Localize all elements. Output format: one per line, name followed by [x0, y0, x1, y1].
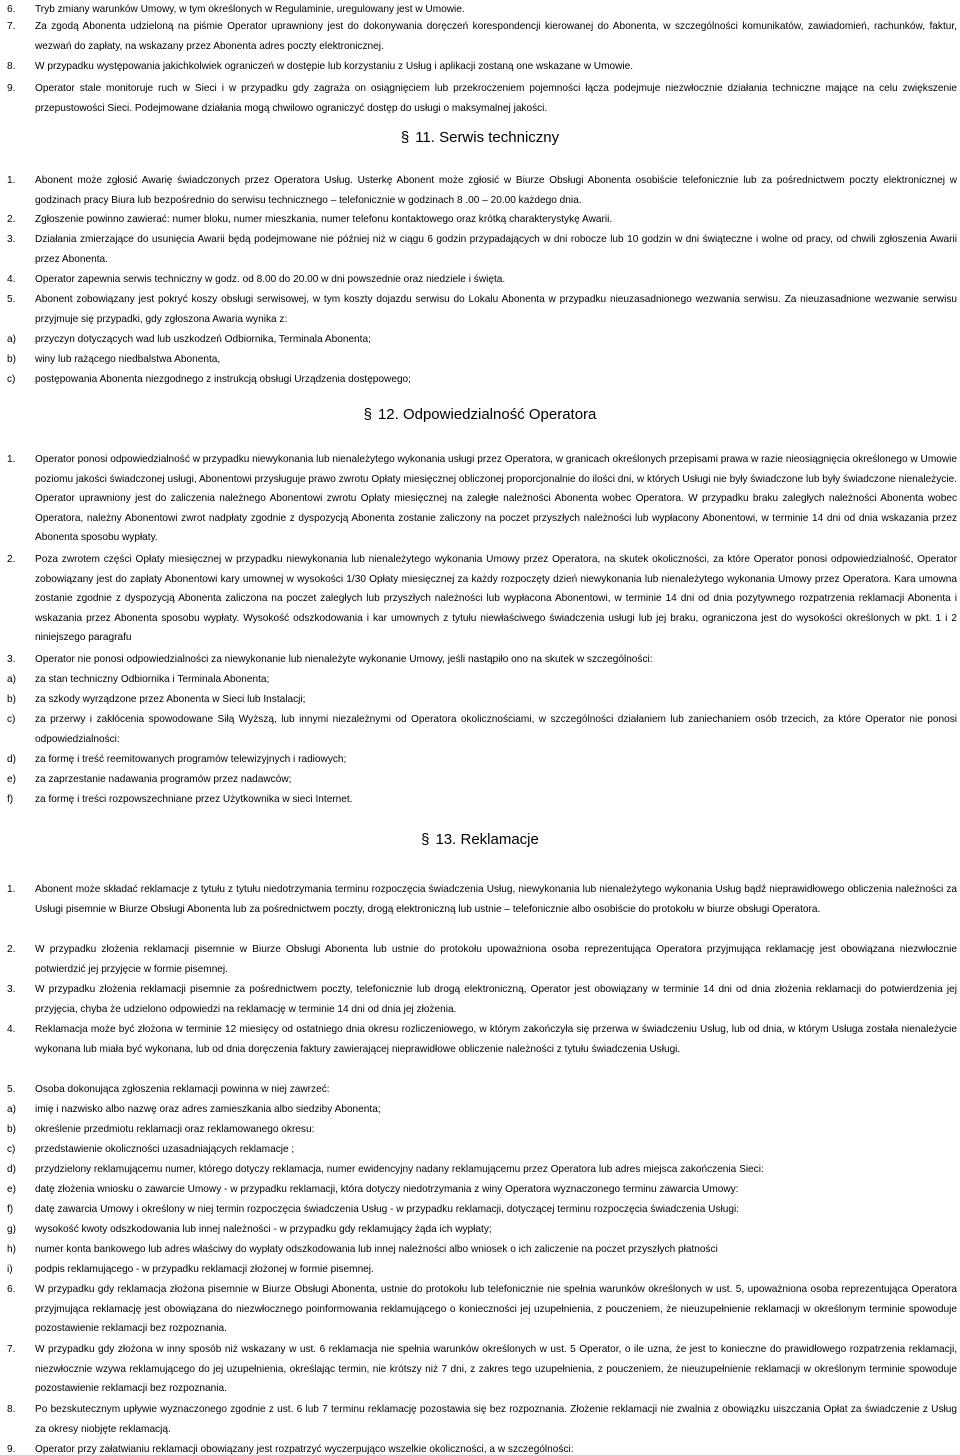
list-item — [7, 79, 957, 118]
list-item-number: 5. — [7, 1084, 16, 1095]
list-item — [7, 770, 957, 790]
list-item-text: W przypadku występowania jakichkolwiek ograniczeń w dostępie lub korzystaniu z Usług i aplikacji zostaną one wskazane w Umowie. — [35, 61, 634, 72]
list-item-number: 3. — [7, 984, 16, 995]
list-item — [7, 690, 957, 710]
list-item-text: przyczyn dotyczących wad lub uszkodzeń Odbiornika, Terminala Abonenta; — [35, 334, 371, 345]
list-item-text: przydzielony reklamującemu numer, którego dotyczy reklamacja, numer ewidencyjny nadany reklamującemu przez Operatora lub adres miejsca zakończenia Sieci: — [35, 1164, 764, 1175]
list-item-text: Reklamacja może być złożona w terminie 12 miesięcy od ostatniego dnia okresu rozliczeniowego, w którym zakończyła się przerwa w świadczeniu Usług, lub od dnia, w którym Usługa została nienależycie wykonana lub miała być wykonana, lub od dnia doręczenia faktury zawierającej nieprawidłowe obliczenie należności z tytułu świadczenia Usługi. — [35, 1024, 957, 1055]
list-item-text: Działania zmierzające do usunięcia Awarii będą podejmowane nie później niż w ciągu 6 godzin przypadających w dni robocze lub 10 godzin w dni świąteczne i wolne od pracy, od chwili zgłoszenia Awarii przez Abonenta. — [35, 234, 957, 265]
list-item-number: 1. — [7, 175, 16, 186]
list-item — [7, 1240, 957, 1260]
list-item-number: 1. — [7, 884, 16, 895]
section-sign-icon: § — [400, 129, 410, 146]
list-item — [7, 710, 957, 749]
list-item-number: d) — [7, 1164, 16, 1175]
list-item-number: 7. — [7, 1344, 16, 1355]
list-item-text: Tryb zmiany warunków Umowy, w tym określonych w Regulaminie, uregulowany jest w Umowie. — [35, 4, 465, 15]
list-item — [7, 210, 957, 230]
list-item-number: e) — [7, 774, 16, 785]
section-heading-text: 11. Serwis techniczny — [415, 129, 560, 146]
list-item-number: 7. — [7, 21, 16, 32]
list-item-text: Operator stale monitoruje ruch w Sieci i w przypadku gdy zagraża on osiągnięciem lub przekroczeniem pojemności łącza podejmuje niezwłocznie działania techniczne mające na celu zwiększenie przepustowości Sieci. Podejmowane działania mogą chwilowo ograniczyć dostęp do usługi o maksymalnej jakości. — [35, 83, 957, 114]
section-heading-text: 13. Reklamacje — [435, 831, 539, 848]
list-item — [7, 940, 957, 979]
list-item — [7, 790, 957, 810]
list-item — [7, 1200, 957, 1220]
list-item-number: 9. — [7, 1444, 16, 1455]
list-item — [7, 650, 957, 670]
list-item-text: Za zgodą Abonenta udzieloną na piśmie Operator uprawniony jest do dokonywania doręczeń korespondencji kierowanej do Abonenta, w szczególności komunikatów, zawiadomień, rachunków, faktur, wezwań do zapłaty, na wskazany przez Abonenta adres poczty elektronicznej. — [35, 21, 957, 52]
list-item — [7, 1280, 957, 1339]
list-item-text: postępowania Abonenta niezgodnego z instrukcją obsługi Urządzenia dostępowego; — [35, 374, 411, 385]
list-item-number: d) — [7, 754, 16, 765]
list-item — [7, 1440, 957, 1455]
list-item-text: Abonent może zgłosić Awarię świadczonych przez Operatora Usług. Usterkę Abonent może zgłosić w Biurze Obsługi Abonenta osobiście telefonicznie lub za pośrednictwem poczty elektronicznej w godzinach pracy Biura lub bezpośrednio do serwisu technicznego – telefonicznie w godzinach 8 .00 – 20.00 każdego dnia. — [35, 175, 957, 206]
list-item-text: numer konta bankowego lub adres właściwy do wypłaty odszkodowania lub innej należności albo wniosek o ich zaliczenie na poczet przyszłych płatności — [35, 1244, 718, 1255]
list-item-text: Abonent może składać reklamacje z tytułu z tytułu niedotrzymania terminu rozpoczęcia świadczenia Usług, niewykonania lub nienależytego wykonania Usług bądź nieprawidłowego obliczenia należności za Usługi pisemnie w Biurze Obsługi Abonenta lub za pośrednictwem poczty, drogą elektroniczną lub ustnie – telefonicznie albo osobiście do protokołu w biurze obsługi Operatora. — [35, 884, 957, 915]
list-item — [7, 1140, 957, 1160]
list-item-text: określenie przedmiotu reklamacji oraz reklamowanego okresu: — [35, 1124, 315, 1135]
list-item-text: Zgłoszenie powinno zawierać: numer bloku, numer mieszkania, numer telefonu kontaktowego oraz krótką charakterystykę Awarii. — [35, 214, 613, 225]
list-item-number: c) — [7, 374, 16, 385]
section-sign-icon: § — [421, 831, 430, 848]
list-item-text: Operator ponosi odpowiedzialność w przypadku niewykonania lub nienależytego wykonania usługi przez Operatora, w granicach określonych przepisami prawa w razie nieosiągnięcia określonego w Umowie poziomu jakości świadczonej usługi, Abonentowi przysługuje prawo zwrotu Opłaty miesięcznej obliczonej proporcjonalnie do ilości dni, w których Usługi nie były świadczone lub były świadczone nienależycie. Operator uprawniony jest do zaliczenia należnego Abonentowi zwrotu Opłaty miesięcznej na zaległe należności Abonenta wobec Operatora. W przypadku braku zaległych należności Abonenta wobec Operatora, należny Abonentowi zwrot nadpłaty zgodnie z dyspozycją Abonenta zostanie zaliczony na poczet przyszłych należności lub wypłacony Abonentowi, w terminie 14 dni od dnia wskazania przez Abonenta sposobu wypłaty. — [35, 454, 957, 543]
list-item-text: Operator nie ponosi odpowiedzialności za niewykonanie lub nienależyte wykonanie Umowy, jeśli nastąpiło ono na skutek w szczególności: — [35, 654, 653, 665]
section-heading — [0, 830, 960, 850]
list-item-number: 2. — [7, 214, 16, 225]
list-item-number: 1. — [7, 454, 16, 465]
list-item — [7, 57, 957, 77]
list-item-text: W przypadku gdy złożona w inny sposób niż wskazany w ust. 6 reklamacja nie spełnia warunków określonych w ust. 5 Operator, o ile uzna, że jest to konieczne do prawidłowego rozpatrzenia reklamacji, niezwłocznie wzywa reklamującego do jej uzupełnienia, określając termin, nie krótszy niż 7 dni, z zakres tego uzupełnienia, z pouczeniem, że nieuzupełnienie reklamacji w określonym terminie spowoduje pozostawienie reklamacji bez rozpoznania. — [35, 1344, 957, 1394]
list-item-text: za formę i treść reemitowanych programów telewizyjnych i radiowych; — [35, 754, 347, 765]
list-item — [7, 1180, 957, 1200]
list-item-number: 4. — [7, 1024, 16, 1035]
list-item — [7, 1020, 957, 1059]
list-item-number: 3. — [7, 654, 16, 665]
list-item-number: f) — [7, 1204, 14, 1215]
section-sign-icon: § — [363, 406, 372, 423]
list-item-number: 3. — [7, 234, 16, 245]
list-item-text: imię i nazwisko albo nazwę oraz adres zamieszkania albo siedziby Abonenta; — [35, 1104, 381, 1115]
list-item-number: g) — [7, 1224, 16, 1235]
section-heading — [0, 405, 960, 425]
list-item-text: Operator zapewnia serwis techniczny w godz. od 8.00 do 20.00 w dni powszednie oraz niedziele i święta. — [35, 274, 506, 285]
list-item — [7, 330, 957, 350]
list-item — [7, 1080, 957, 1100]
list-item-number: 6. — [7, 1284, 16, 1295]
list-item-number: 9. — [7, 83, 16, 94]
list-item-number: a) — [7, 334, 16, 345]
list-item-number: f) — [7, 794, 14, 805]
list-item-text: wysokość kwoty odszkodowania lub innej należności - w przypadku gdy reklamujący żąda ich wypłaty; — [35, 1224, 492, 1235]
list-item-text: podpis reklamującego - w przypadku reklamacji złożonej w formie pisemnej. — [35, 1264, 374, 1275]
list-item — [7, 290, 957, 329]
list-item-text: Poza zwrotem części Opłaty miesięcznej w przypadku niewykonania lub nienależytego wykonania Umowy przez Operatora, na skutek okoliczności, za które Operator ponosi odpowiedzialność, Operator zobowiązany jest do zapłaty Abonentowi kary umownej w wysokości 1/30 Opłaty miesięcznej za każdy rozpoczęty dzień niewykonania lub nienależytego wykonania Umowy przez Operatora. Kara umowna zostanie zgodnie z dyspozycją Abonenta zaliczona na poczet zaległych lub przyszłych należności lub wypłacona Abonentowi, w terminie 14 dni od dnia pozytywnego rozpatrzenia reklamacji Abonenta i wskazania przez Abonenta sposobu wypłaty. Wysokość odszkodowania i kar umownych z tytułu niewłaściwego świadczenia usługi lub jej braku, ograniczona jest do wysokości określonych w pkt. 1 i 2 niniejszego paragrafu — [35, 554, 957, 643]
list-item — [7, 750, 957, 770]
list-item — [7, 171, 957, 210]
list-item-number: i) — [7, 1264, 13, 1275]
list-item-number: 4. — [7, 274, 16, 285]
list-item-number: 8. — [7, 61, 16, 72]
list-item-text: W przypadku złożenia reklamacji pisemnie w Biurze Obsługi Abonenta lub ustnie do protokołu upoważniona osoba reprezentująca Operatora przyjmująca reklamację jest obowiązana niezwłocznie potwierdzić jej przyjęcie w formie pisemnej. — [35, 944, 957, 975]
list-item-number: c) — [7, 1144, 16, 1155]
list-item-number: a) — [7, 674, 16, 685]
list-item — [7, 1260, 957, 1280]
list-item-text: za przerwy i zakłócenia spowodowane Siłą Wyższą, lub innymi niezależnymi od Operatora okolicznościami, w szczególności działaniem lub zaniechaniem osób trzecich, za które Operator nie ponosi odpowiedzialności: — [35, 714, 957, 745]
list-item — [7, 670, 957, 690]
list-item-text: Po bezskutecznym upływie wyznaczonego zgodnie z ust. 6 lub 7 terminu reklamację pozostawia się bez rozpoznania. Złożenie reklamacji nie zwalnia z obowiązku uiszczania Opłat za świadczenie z Usług za okresy niobjęte reklamacją. — [35, 1404, 957, 1435]
list-item — [7, 1220, 957, 1240]
list-item — [7, 1400, 957, 1439]
list-item — [7, 350, 957, 370]
list-item — [7, 1100, 957, 1120]
list-item — [7, 1160, 957, 1180]
list-item-number: 8. — [7, 1404, 16, 1415]
list-item — [7, 270, 957, 290]
list-item-text: za stan techniczny Odbiornika i Terminala Abonenta; — [35, 674, 270, 685]
list-item-number: h) — [7, 1244, 16, 1255]
list-item — [7, 450, 957, 548]
list-item — [7, 880, 957, 919]
list-item-text: datę złożenia wniosku o zawarcie Umowy - w przypadku reklamacji, która dotyczy niedotrzymania z winy Operatora wyznaczonego terminu zawarcia Umowy: — [35, 1184, 739, 1195]
list-item — [7, 1120, 957, 1140]
list-item-number: b) — [7, 354, 16, 365]
list-item-number: a) — [7, 1104, 16, 1115]
list-item-text: za szkody wyrządzone przez Abonenta w Sieci lub Instalacji; — [35, 694, 306, 705]
list-item — [7, 17, 957, 56]
list-item-number: 2. — [7, 554, 16, 565]
list-item-number: 6. — [7, 4, 16, 15]
list-item-number: b) — [7, 1124, 16, 1135]
list-item-text: W przypadku gdy reklamacja złożona pisemnie w Biurze Obsługi Abonenta, ustnie do protokołu lub telefonicznie nie spełnia warunków określonych w ust. 5, upoważniona osoba reprezentująca Operatora przyjmująca reklamację jest obowiązana do niezwłocznego poinformowania reklamującego o konieczności jej uzupełnienia, z pouczeniem, że nieuzupełnienie reklamacji w określonym terminie spowoduje pozostawienie reklamacji bez rozpoznania. — [35, 1284, 957, 1334]
list-item — [7, 980, 957, 1019]
list-item-number: 2. — [7, 944, 16, 955]
list-item-text: za zaprzestanie nadawania programów przez nadawców; — [35, 774, 292, 785]
list-item — [7, 230, 957, 269]
list-item — [7, 1340, 957, 1399]
list-item-text: za formę i treści rozpowszechniane przez Użytkownika w sieci Internet. — [35, 794, 353, 805]
list-item-text: datę zawarcia Umowy i określony w niej termin rozpoczęcia świadczenia Usług - w przypadku reklamacji, dotyczącej terminu rozpoczęcia świadczenia Usługi: — [35, 1204, 740, 1215]
section-heading — [0, 128, 960, 148]
list-item-text: winy lub rażącego niedbalstwa Abonenta, — [35, 354, 221, 365]
list-item-text: Operator przy załatwianiu reklamacji obowiązany jest rozpatrzyć wyczerpująco wszelkie okoliczności, a w szczególności: — [35, 1444, 574, 1455]
list-item-number: e) — [7, 1184, 16, 1195]
section-heading-text: 12. Odpowiedzialność Operatora — [377, 406, 597, 423]
list-item — [7, 370, 957, 390]
list-item-number: b) — [7, 694, 16, 705]
list-item — [7, 550, 957, 648]
list-item-number: 5. — [7, 294, 16, 305]
list-item-text: Osoba dokonująca zgłoszenia reklamacji powinna w niej zawrzeć: — [35, 1084, 330, 1095]
list-item-text: W przypadku złożenia reklamacji pisemnie za pośrednictwem poczty, telefonicznie lub drogą elektroniczną, Operator jest obowiązany w terminie 14 dni od dnia złożenia reklamacji do potwierdzenia jej przyjęcia, chyba że udzielono odpowiedzi na reklamację w terminie 14 dni od dnia jej złożenia. — [35, 984, 957, 1015]
list-item-text: przedstawienie okoliczności uzasadniających reklamacje ; — [35, 1144, 295, 1155]
list-item-number: c) — [7, 714, 16, 725]
list-item-text: Abonent zobowiązany jest pokryć koszy obsługi serwisowej, w tym koszty dojazdu serwisu do Lokalu Abonenta w przypadku nieuzasadnionego wezwania serwisu. Za nieuzasadnione wezwanie serwisu przyjmuje się przypadki, gdy zgłoszona Awaria wynika z: — [35, 294, 957, 325]
